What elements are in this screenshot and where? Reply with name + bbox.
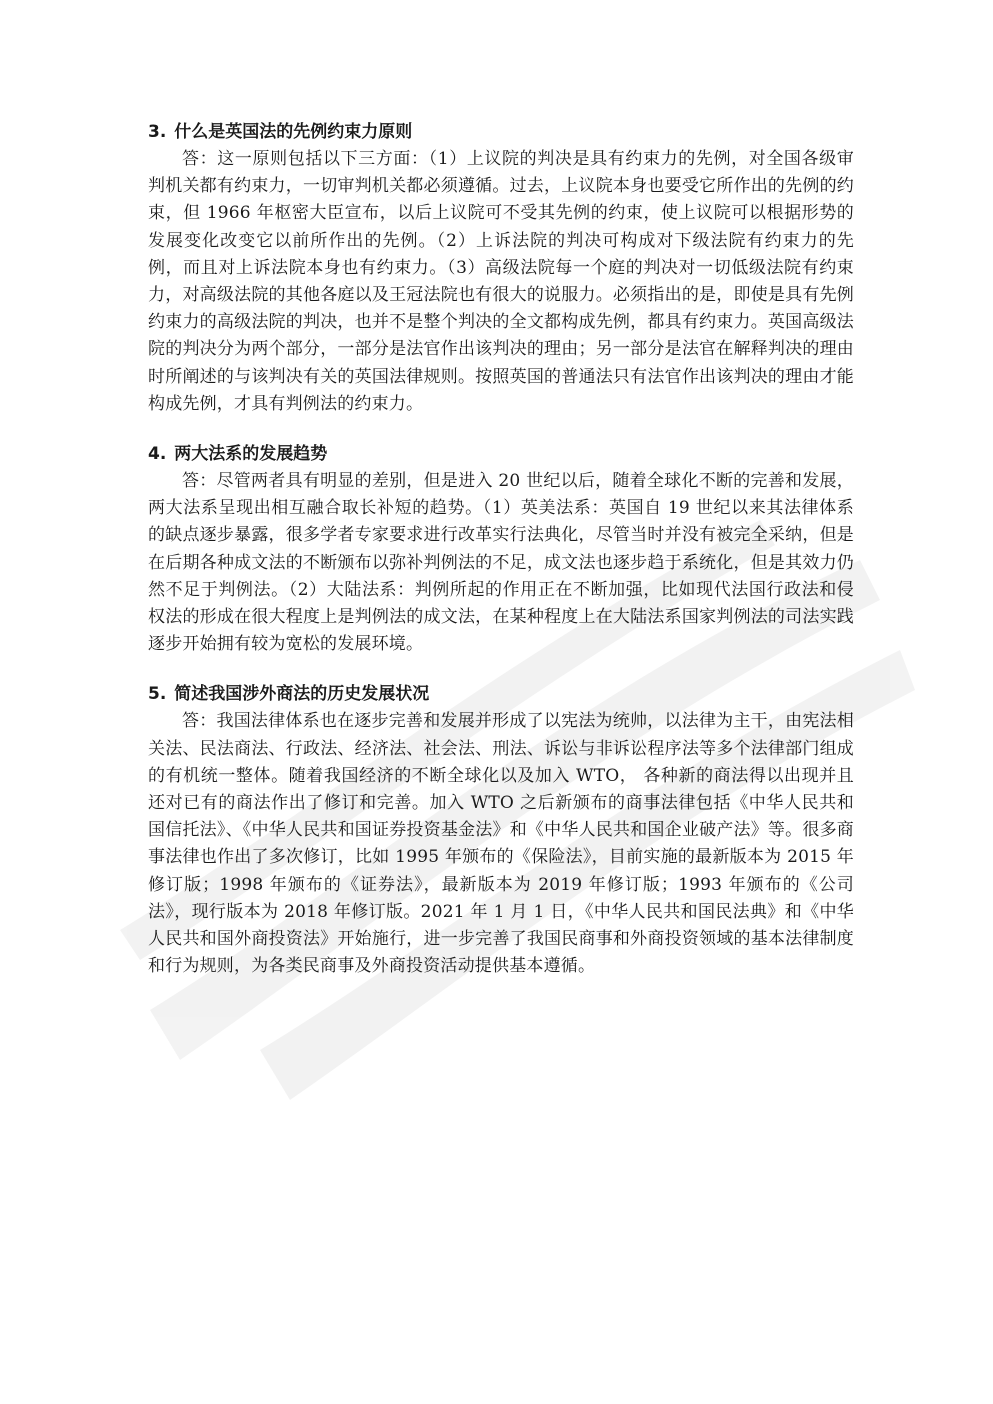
answer-paragraph: 答：这一原则包括以下三方面：（1）上议院的判决是具有约束力的先例，对全国各级审判机关都有约束力，一切审判机关都必须遵循。过去，上议院本身也要受它所作出的先例的约束，但 1966 年枢密大臣宣布，以后上议院可不受其先例的约束，使上议院可以根据形势的发展变化改变它以前所作出的先例。（2）上诉法院的判决可构成对下级法院有约束力的先例，而且对上诉法院本身也有约束力。（3）高级法院每一个庭的判决对一切低级法院有约束力，对高级法院的其他各庭以及王冠法院也有很大的说服力。必须指出的是，即使是具有先例约束力的高级法院的判决，也并不是整个判决的全文都构成先例，都具有约束力。英国高级法院的判决分为两个部分，一部分是法官作出该判决的理由；另一部分是法官在解释判决的理由时所阐述的与该判决有关的英国法律规则。按照英国的普通法只有法官作出该判决的理由才能构成先例，才具有判例法的约束力。 <box>148 149 854 414</box>
section-heading <box>148 118 854 146</box>
answer-paragraph: 答：我国法律体系也在逐步完善和发展并形成了以宪法为统帅，以法律为主干，由宪法相关法、民法商法、行政法、经济法、社会法、刑法、诉讼与非诉讼程序法等多个法律部门组成的有机统一整体。随着我国经济的不断全球化以及加入 WTO， 各种新的商法得以出现并且还对已有的商法作出了修订和完善。加入 WTO 之后新颁布的商事法律包括《中华人民共和国信托法》、《中华人民共和国证券投资基金法》和《中华人民共和国企业破产法》等。很多商事法律也作出了多次修订，比如 1995 年颁布的《保险法》，目前实施的最新版本为 2015 年修订版；1998 年颁布的《证券法》，最新版本为 2019 年修订版；1993 年颁布的《公司法》，现行版本为 2018 年修订版。2021 年 1 月 1 日，《中华人民共和国民法典》和《中华人民共和国外商投资法》开始施行，进一步完善了我国民商事和外商投资领域的基本法律制度和行为规则，为各类民商事及外商投资活动提供基本遵循。 <box>148 711 854 977</box>
section-title: 两大法系的发展趋势 <box>174 444 328 465</box>
question-section <box>148 440 854 658</box>
section-title: 简述我国涉外商法的历史发展状况 <box>174 684 430 705</box>
section-number: 3. <box>148 122 167 142</box>
section-number: 4. <box>148 444 167 465</box>
question-section <box>148 680 854 980</box>
section-number: 5. <box>148 684 167 705</box>
section-heading <box>148 680 854 708</box>
answer-paragraph: 答：尽管两者具有明显的差别，但是进入 20 世纪以后，随着全球化不断的完善和发展，两大法系呈现出相互融合取长补短的趋势。（1）英美法系：英国自 19 世纪以来其法律体系的缺点逐步暴露，很多学者专家要求进行改革实行法典化，尽管当时并没有被完全采纳，但是在后期各种成文法的不断颁布以弥补判例法的不足，成文法也逐步趋于系统化，但是其效力仍然不足于判例法。（2）大陆法系：判例所起的作用正在不断加强，比如现代法国行政法和侵权法的形成在很大程度上是判例法的成文法，在某种程度上在大陆法系国家判例法的司法实践逐步开始拥有较为宽松的发展环境。 <box>148 471 854 655</box>
document-body <box>148 118 854 1002</box>
section-heading <box>148 440 854 468</box>
section-title: 什么是英国法的先例约束力原则 <box>174 122 413 142</box>
question-section <box>148 118 854 418</box>
